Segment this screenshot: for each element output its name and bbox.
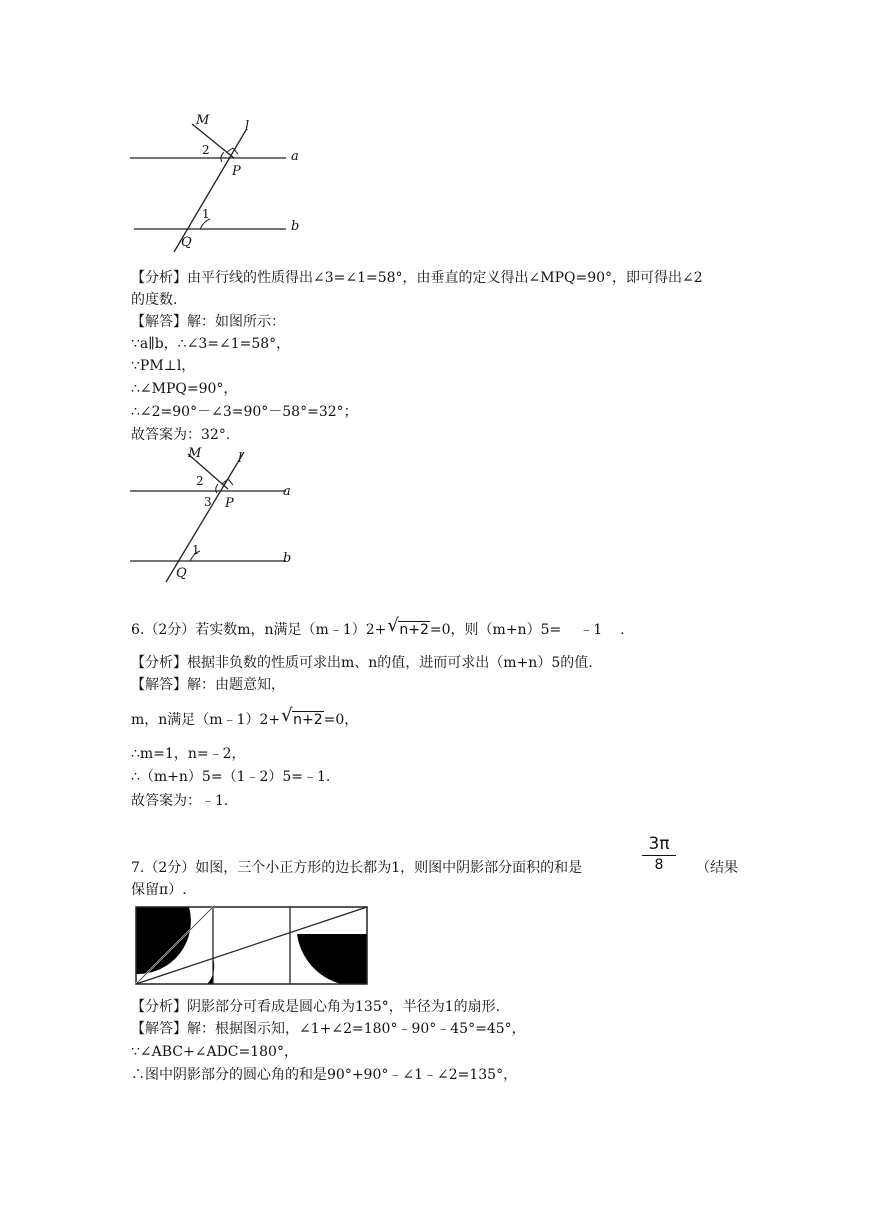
q6-step1-before: m，n满足（m﹣1）2+	[131, 712, 281, 728]
label-P: P	[225, 496, 234, 511]
angle-label-3: 3	[204, 495, 212, 509]
q6-answer: ﹣1	[579, 622, 603, 638]
q6-stem-end: .	[620, 622, 625, 638]
q6-stem-after: =0，则（m+n）5=	[429, 622, 562, 638]
q6-stem	[131, 615, 625, 639]
label-M: M	[188, 446, 202, 461]
q7-step1: ∵∠ABC+∠ADC=180°，	[131, 1044, 298, 1060]
angle-label-1: 1	[202, 207, 210, 221]
q7-answer-head: 【解答】解：根据图示知，∠1+∠2=180°﹣90°﹣45°=45°，	[131, 1021, 526, 1037]
label-b: b	[291, 219, 300, 234]
q7-stem-line2: 保留π）.	[131, 882, 187, 898]
fraction-numerator: 3π	[642, 834, 676, 856]
angle-label-1: 1	[192, 543, 200, 557]
label-a: a	[291, 149, 299, 164]
q6-step2: ∴m=1，n=﹣2，	[131, 746, 246, 762]
q7-stem-tail: （结果	[696, 860, 738, 876]
q5-final-answer: 故答案为：32°.	[131, 427, 231, 443]
label-P: P	[232, 164, 241, 179]
label-a: a	[283, 484, 291, 499]
q6-step1	[131, 705, 359, 729]
parallel-lines-figure-2	[126, 444, 316, 586]
q7-step2: ∴图中阴影部分的圆心角的和是90°+90°﹣∠1﹣∠2=135°，	[131, 1067, 518, 1083]
label-l: l	[238, 451, 243, 466]
q5-step1: ∵a∥b，∴∠3=∠1=58°，	[131, 336, 291, 352]
q5-analysis-line1: 【分析】由平行线的性质得出∠3=∠1=58°，由垂直的定义得出∠MPQ=90°，即可得出∠2	[131, 270, 703, 286]
sqrt-symbol: √ n+2	[281, 705, 323, 728]
q6-stem-before: 6.（2分）若实数m，n满足（m﹣1）2+	[131, 622, 387, 638]
q7-stem: 7.（2分）如图，三个小正方形的边长都为1，则图中阴影部分面积的和是	[131, 860, 583, 876]
parallel-lines-figure-1	[126, 108, 316, 256]
q5-answer-head: 【解答】解：如图所示：	[131, 314, 285, 330]
q5-step2: ∵PM⊥l，	[131, 358, 196, 374]
q5-step3: ∴∠MPQ=90°，	[131, 381, 238, 397]
three-squares-figure	[131, 904, 371, 988]
q6-step1-radicand: n+2	[293, 712, 323, 728]
label-M: M	[196, 113, 210, 128]
q7-answer-fraction	[642, 834, 676, 874]
angle-label-2: 2	[202, 143, 210, 157]
fraction-denominator: 8	[654, 857, 664, 873]
label-l: l	[245, 119, 250, 134]
sqrt-symbol: √ n+2	[387, 615, 429, 638]
q6-final-answer: 故答案为：﹣1.	[131, 793, 229, 809]
q5-step4: ∴∠2=90°－∠3=90°－58°=32°；	[131, 404, 358, 420]
q7-analysis: 【分析】阴影部分可看成是圆心角为135°，半径为1的扇形.	[131, 999, 501, 1015]
label-b: b	[283, 551, 292, 566]
label-Q: Q	[176, 566, 187, 581]
label-Q: Q	[181, 235, 192, 250]
q6-answer-head: 【解答】解：由题意知，	[131, 677, 285, 693]
angle-label-2: 2	[196, 474, 204, 488]
q6-step3: ∴（m+n）5=（1﹣2）5=﹣1.	[131, 769, 331, 785]
q6-radicand: n+2	[399, 622, 429, 638]
q5-analysis-line2: 的度数.	[131, 292, 178, 308]
q6-analysis: 【分析】根据非负数的性质可求出m、n的值，进而可求出（m+n）5的值.	[131, 655, 593, 671]
q6-step1-after: =0，	[323, 712, 359, 728]
